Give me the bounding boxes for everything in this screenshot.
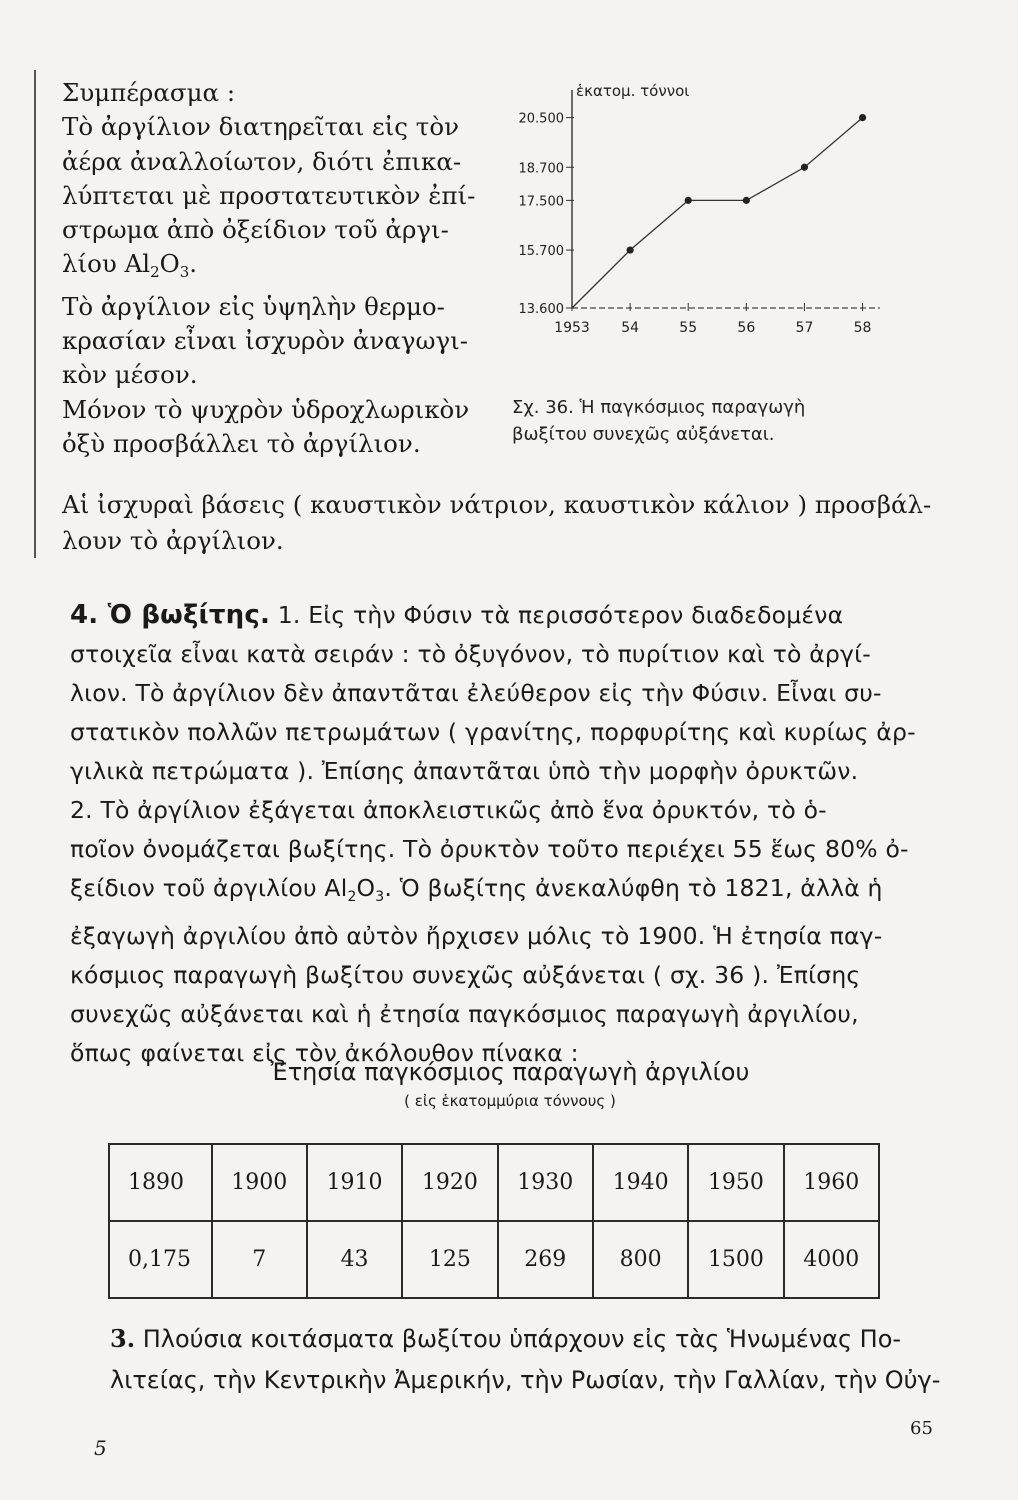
paragraph-line: στοιχεῖα εἶναι κατὰ σειράν : τὸ ὀξυγόνον, τὸ πυρίτιον καὶ τὸ ἀργί-: [70, 640, 871, 668]
y-tick-label: 17.500: [518, 194, 564, 210]
data-point: [627, 246, 634, 253]
table-cell-year: 1890: [109, 1144, 212, 1221]
table-cell-value: 0,175: [109, 1221, 212, 1298]
x-tick-label: 1953: [554, 320, 590, 336]
formula-oxygen: O: [159, 249, 180, 279]
summary-wide-lines: [62, 487, 942, 559]
section-4-heading: 4. Ὁ βωξίτης.: [70, 600, 271, 630]
paragraph-line: ἐξαγωγὴ ἀργιλίου ἀπὸ αὐτὸν ἤρχισεν μόλις τὸ 1900. Ἡ ἐτησία παγ-: [70, 922, 883, 950]
summary-line: κρασίαν εἶναι ἰσχυρὸν ἀναγωγι-: [62, 326, 468, 356]
x-tick-label: 55: [679, 320, 698, 336]
paragraph-line: λιον. Τὸ ἀργίλιον δὲν ἀπαντᾶται ἐλεύθερον εἰς τὴν Φύσιν. Εἶναι συ-: [70, 679, 882, 707]
paragraph-line: στατικὸν πολλῶν πετρωμάτων ( γρανίτης, πορφυρίτης καὶ κυρίως ἀρ-: [70, 718, 916, 746]
summary-line: στρωμα ἀπὸ ὀξείδιον τοῦ ἀργι-: [62, 215, 449, 245]
table-row-values: [109, 1221, 879, 1298]
margin-rule: [34, 70, 36, 558]
section-4-first-line: [70, 596, 930, 635]
table-cell-value: 1500: [688, 1221, 783, 1298]
formula-subscript: 2: [347, 889, 357, 905]
summary-line: Μόνον τὸ ψυχρὸν ὑδροχλωρικὸν: [62, 394, 470, 424]
paragraph-line: γιλικὰ πετρώματα ). Ἐπίσης ἀπαντᾶται ὑπὸ τὴν μορφὴν ὀρυκτῶν.: [70, 757, 859, 785]
summary-formula-line: [62, 247, 482, 289]
paragraph-line: ὅπως φαίνεται εἰς τὸν ἀκόλουθον πίνακα :: [70, 1039, 579, 1067]
table-title: [230, 1058, 790, 1110]
summary-line: κὸν μέσον.: [62, 360, 198, 390]
paragraph-line: ποῖον ὀνομάζεται βωξίτης. Τὸ ὀρυκτὸν τοῦτο περιέχει 55 ἕως 80% ὀ-: [70, 835, 909, 863]
series-line: [572, 118, 863, 308]
table-cell-value: 269: [498, 1221, 593, 1298]
y-tick-label: 18.700: [518, 161, 564, 177]
y-tick-label: 13.600: [518, 302, 564, 317]
paragraph-line: λιτείας, τὴν Κεντρικὴν Ἀμερικήν, τὴν Ρωσίαν, τὴν Γαλλίαν, τὴν Οὐγ-: [110, 1366, 941, 1394]
table-heading: Ἐτησία παγκόσμιος παραγωγὴ ἀργιλίου: [270, 1058, 750, 1086]
table-cell-year: 1940: [593, 1144, 688, 1221]
data-point: [685, 197, 692, 204]
caption-line: Σχ. 36. Ἡ παγκόσμιος παραγωγὴ: [512, 397, 806, 418]
table-cell-year: 1900: [212, 1144, 307, 1221]
table-cell-year: 1950: [688, 1144, 783, 1221]
signature-mark: 5: [94, 1436, 107, 1460]
summary-line: λύπτεται μὲ προστατευτικὸν ἐπί-: [62, 180, 476, 210]
y-tick-label: 15.700: [518, 244, 564, 260]
figure-caption: [512, 394, 805, 448]
paragraph-formula-line: [70, 869, 930, 917]
data-point: [801, 164, 808, 171]
x-tick-label: 54: [621, 320, 640, 336]
data-point: [859, 114, 866, 121]
caption-line: βωξίτου συνεχῶς αὐξάνεται.: [512, 424, 775, 445]
section-3-number: 3.: [110, 1324, 136, 1353]
table-row-years: [109, 1144, 879, 1221]
summary-line: Τὸ ἀργίλιον διατηρεῖται εἰς τὸν: [62, 112, 459, 142]
table-cell-value: 43: [307, 1221, 402, 1298]
table-cell-value: 4000: [784, 1221, 879, 1298]
section-3-first-line: [110, 1318, 940, 1360]
formula-subscript: 2: [150, 263, 160, 282]
y-tick-label: 20.500: [518, 111, 564, 127]
summary-line: Τὸ ἀργίλιον εἰς ὑψηλὴν θερμο-: [62, 291, 445, 321]
section-3: [110, 1318, 940, 1401]
summary-heading: Συμπέρασμα :: [62, 78, 236, 107]
formula-end: .: [189, 249, 198, 279]
page-number: 65: [910, 1418, 933, 1439]
table-cell-year: 1930: [498, 1144, 593, 1221]
table-cell-year: 1920: [402, 1144, 497, 1221]
x-tick-label: 58: [853, 320, 872, 336]
chart-svg: [490, 72, 890, 372]
formula-prefix: λίου Al: [62, 249, 151, 279]
paragraph-line: Πλούσια κοιτάσματα βωξίτου ὑπάρχουν εἰς τὰς Ἡνωμένας Πο-: [135, 1325, 902, 1353]
summary-line: Αἱ ἰσχυραὶ βάσεις ( καυστικὸν νάτριον, καυστικὸν κάλιον ) προσβάλ-: [62, 490, 932, 519]
formula-oxygen: O: [356, 874, 376, 902]
data-point: [743, 197, 750, 204]
x-tick-label: 57: [795, 320, 814, 336]
table-cell-value: 125: [402, 1221, 497, 1298]
paragraph-line: 2. Τὸ ἀργίλιον ἐξάγεται ἀποκλειστικῶς ἀπὸ ἕνα ὀρυκτόν, τὸ ὁ-: [70, 796, 827, 824]
paragraph-line: κόσμιος παραγωγὴ βωξίτου συνεχῶς αὐξάνεται ( σχ. 36 ). Ἐπίσης: [70, 961, 861, 989]
table-units: ( εἰς ἑκατομμύρια τόννους ): [404, 1092, 616, 1110]
summary-line: ἀέρα ἀναλλοίωτον, διότι ἐπικα-: [62, 146, 462, 176]
paragraph-line: 1. Εἰς τὴν Φύσιν τὰ περισσότερον διαδεδομένα: [270, 601, 844, 629]
summary-block: [62, 76, 482, 461]
table-cell-year: 1910: [307, 1144, 402, 1221]
formula-subscript: 3: [179, 263, 190, 282]
x-tick-label: 56: [737, 320, 756, 336]
formula-suffix: . Ὁ βωξίτης ἀνεκαλύφθη τὸ 1821, ἀλλὰ ἡ: [384, 874, 883, 902]
table-cell-value: 800: [593, 1221, 688, 1298]
table-cell-year: 1960: [784, 1144, 879, 1221]
section-4: [70, 596, 930, 1073]
bauxite-production-chart: [490, 72, 890, 372]
summary-line: λουν τὸ ἀργίλιον.: [62, 526, 284, 555]
table-cell-value: 7: [212, 1221, 307, 1298]
formula-subscript: 3: [375, 889, 385, 905]
aluminium-production-table: [108, 1143, 880, 1299]
formula-prefix: ξείδιον τοῦ ἀργιλίου Al: [70, 874, 348, 902]
paragraph-line: συνεχῶς αὐξάνεται καὶ ἡ ἐτησία παγκόσμιος παραγωγὴ ἀργιλίου,: [70, 1000, 859, 1028]
y-axis-label: ἑκατομ. τόννοι: [576, 82, 690, 100]
summary-line: ὀξὺ προσβάλλει τὸ ἀργίλιον.: [62, 428, 421, 458]
